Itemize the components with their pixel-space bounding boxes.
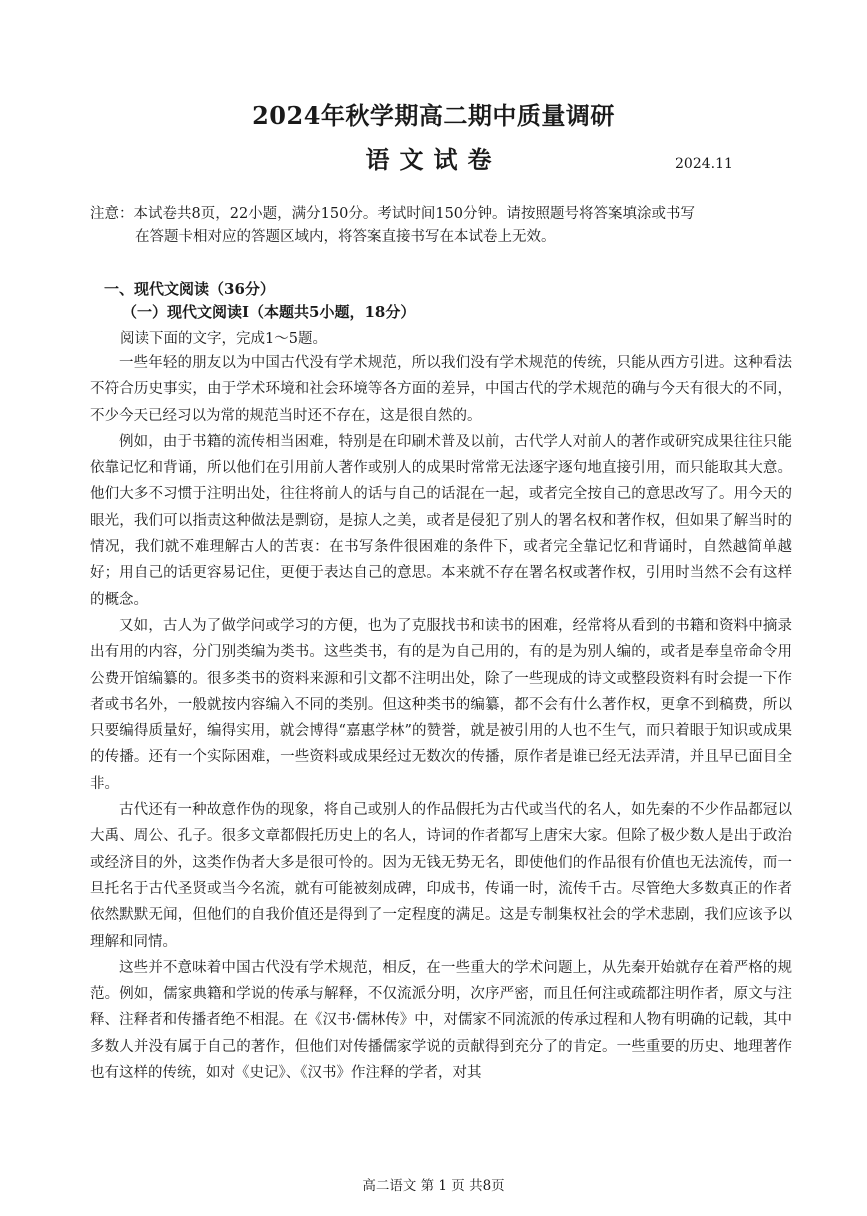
passage-paragraph: 这些并不意味着中国古代没有学术规范，相反，在一些重大的学术问题上，从先秦开始就存在着严格的规范。例如，儒家典籍和学说的传承与解释，不仅流派分明，次序严密，而且任何注或疏都注明作者，原文与注释、注释者和传播者绝不相混。在《汉书·儒林传》中，对儒家不同流派的传承过程和人物有明确的记载，其中多数人并没有属于自己的著作，但他们对传播儒家学说的贡献得到充分了的肯定。一些重要的历史、地理著作也有这样的传统，如对《史记》、《汉书》作注释的学者，对其 [90,959,792,1082]
passage-paragraph: 例如，由于书籍的流传相当困难，特别是在印刷术普及以前，古代学人对前人的著作或研究成果往往只能依靠记忆和背诵，所以他们在引用前人著作或别人的成果时常常无法逐字逐句地直接引用，而只能取其大意。他们大多不习惯于注明出处，往往将前人的话与自己的话混在一起，或者完全按自己的意思改写了。用今天的眼光，我们可以指责这种做法是剽窃，是掠人之美，或者是侵犯了别人的署名权和著作权，但如果了解当时的情况，我们就不难理解古人的苦衷：在书写条件很困难的条件下，或者完全靠记忆和背诵时，自然越简单越好；用自己的话更容易记住，更便于表达自己的意思。本来就不存在署名权或著作权，引用时当然不会有这样的概念。 [90,433,792,608]
notice-line-2: 在答题卡相对应的答题区域内，将答案直接书写在本试卷上无效。 [135,229,556,245]
notice-line-1: 注意：本试卷共8页，22小题，满分150分。考试时间150分钟。请按照题号将答案填涂或书写 [90,206,696,222]
reading-instruction: 阅读下面的文字，完成1～5题。 [120,331,327,347]
exam-notice [90,203,790,249]
passage-paragraph: 古代还有一种故意作伪的现象，将自己或别人的作品假托为古代或当代的名人，如先秦的不少作品都冠以大禹、周公、孔子。很多文章都假托历史上的名人，诗词的作者都写上唐宋大家。但除了极少数人是出于政治或经济目的外，这类作伪者大多是很可怜的。因为无钱无势无名，即使他们的作品很有价值也无法流传，而一旦托名于古代圣贤或当今名流，就有可能被刻成碑，印成书，传诵一时，流传千古。尽管绝大多数真正的作者依然默默无闻，但他们的自我价值还是得到了一定程度的满足。这是专制集权社会的学术悲剧，我们应该予以理解和同情。 [90,802,792,950]
page-footer: 高二语文 第 1 页 共8页 [362,1178,505,1194]
subsection-heading: （一）现代文阅读Ⅰ（本题共5小题，18分） [122,303,416,321]
exam-subtitle: 语文试卷 [365,145,502,174]
exam-date: 2024.11 [675,156,733,172]
passage-paragraph: 一些年轻的朋友以为中国古代没有学术规范，所以我们没有学术规范的传统，只能从西方引进。这种看法不符合历史事实，由于学术环境和社会环境等各方面的差异，中国古代的学术规范的确与今天有很大的不同，不少今天已经习以为常的规范当时还不存在，这是很自然的。 [90,355,792,424]
section-heading: 一、现代文阅读（36分） [104,280,275,298]
reading-passage [90,350,792,1086]
passage-paragraph: 又如，古人为了做学问或学习的方便，也为了克服找书和读书的困难，经常将从看到的书籍和资料中摘录出有用的内容，分门别类编为类书。这些类书，有的是为自己用的，有的是为别人编的，或者是奉皇帝命令用公费开馆编纂的。很多类书的资料来源和引文都不注明出处，除了一些现成的诗文或整段资料有时会提一下作者或书名外，一般就按内容编入不同的类别。但这种类书的编纂，都不会有什么著作权，更拿不到稿费，所以只要编得质量好，编得实用，就会博得“嘉惠学林”的赞誉，就是被引用的人也不生气，而只着眼于知识或成果的传播。还有一个实际困难，一些资料或成果经过无数次的传播，原作者是谁已经无法弄清，并且早已面目全非。 [90,617,792,792]
exam-title: 2024年秋学期高二期中质量调研 [252,101,615,130]
